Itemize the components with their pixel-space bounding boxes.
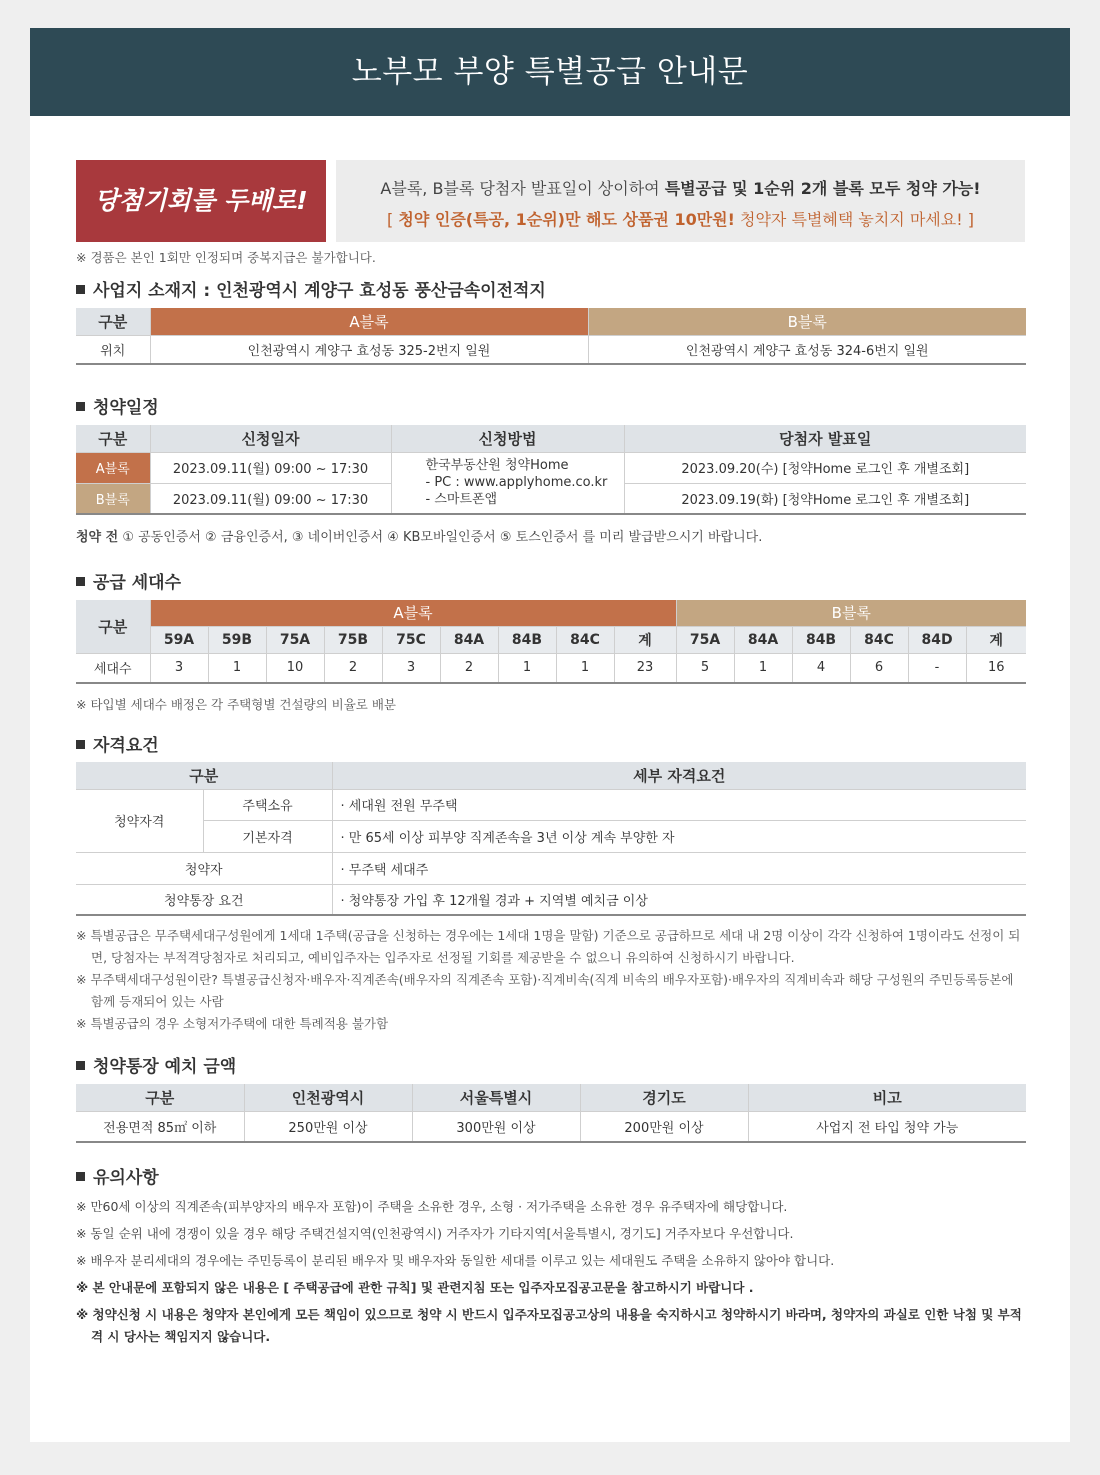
qualification-detail-basic: · 만 65세 이상 피부양 직계존속을 3년 이상 계속 부양한 자	[332, 820, 1026, 852]
supply-a-count: 1	[556, 653, 614, 683]
caution-item-1: ※ 만60세 이상의 직계존속(피부양자의 배우자 포함)이 주택을 소유한 경우, 소형 · 저가주택을 소유한 경우 유주택자에 해당합니다.	[76, 1199, 788, 1214]
qualification-label-housing: 주택소유	[203, 789, 332, 820]
supply-a-type: 84B	[498, 626, 556, 653]
supply-a-type: 59B	[208, 626, 266, 653]
deposit-seoul: 300만원 이상	[412, 1111, 580, 1142]
deposit-header-seoul: 서울특별시	[412, 1084, 580, 1111]
qualification-detail-applicant: · 무주택 세대주	[332, 852, 1026, 884]
qualification-header-detail: 세부 자격요건	[332, 762, 1026, 789]
qualification-table	[76, 762, 1026, 916]
deposit-remark: 사업지 전 타입 청약 가능	[748, 1111, 1026, 1142]
supply-a-count: 1	[498, 653, 556, 683]
schedule-note-bold: 청약 전	[76, 530, 119, 545]
supply-b-type: 84A	[734, 626, 792, 653]
supply-a-type: 75C	[382, 626, 440, 653]
caution-item-3: ※ 배우자 분리세대의 경우에는 주민등록이 분리된 배우자 및 배우자와 동일한 세대를 이루고 있는 세대원도 주택을 소유하지 않아야 합니다.	[76, 1253, 835, 1268]
supply-b-type: 84D	[908, 626, 966, 653]
schedule-method-line1: 한국부동산원 청약Home	[425, 458, 569, 474]
schedule-header-gubun: 구분	[76, 425, 150, 452]
promo-message	[336, 160, 1025, 242]
location-table	[76, 308, 1026, 365]
supply-a-count: 2	[440, 653, 498, 683]
section-title-supply-text: 공급 세대수	[93, 573, 182, 593]
location-b-address: 인천광역시 계양구 효성동 324-6번지 일원	[588, 335, 1026, 364]
schedule-note	[76, 526, 762, 545]
promo-line1-highlight: 특별공급 및 1순위 2개 블록 모두 청약 가능!	[664, 179, 981, 198]
supply-a-count: 3	[150, 653, 208, 683]
qualification-label-basic: 기본자격	[203, 820, 332, 852]
section-title-qualification-text: 자격요건	[93, 736, 159, 756]
supply-b-type: 75A	[676, 626, 734, 653]
promo-note: ※ 경품은 본인 1회만 인정되며 중복지급은 불가합니다.	[76, 250, 376, 265]
schedule-header-date: 신청일자	[150, 425, 391, 452]
supply-a-count: 23	[614, 653, 676, 683]
section-title-schedule	[76, 393, 159, 418]
supply-b-count: -	[908, 653, 966, 683]
supply-b-count: 16	[966, 653, 1026, 683]
qualification-notes	[76, 925, 1026, 1035]
supply-b-count: 4	[792, 653, 850, 683]
deposit-header-gubun: 구분	[76, 1084, 244, 1111]
notice-card	[30, 28, 1070, 1442]
supply-a-type: 84C	[556, 626, 614, 653]
section-title-location-text: 사업지 소재지 : 인천광역시 계양구 효성동 풍산금속이전적지	[93, 281, 546, 301]
section-title-cautions	[76, 1163, 159, 1188]
supply-a-type: 계	[614, 626, 676, 653]
schedule-date-a: 2023.09.11(월) 09:00 ~ 17:30	[150, 452, 391, 483]
supply-row-label: 세대수	[76, 653, 150, 683]
qualification-note-3: ※ 특별공급의 경우 소형저가주택에 대한 특례적용 불가함	[76, 1016, 389, 1031]
supply-a-type: 84A	[440, 626, 498, 653]
schedule-table	[76, 425, 1026, 515]
qualification-label-account: 청약통장 요건	[76, 884, 332, 915]
deposit-table	[76, 1084, 1026, 1143]
supply-a-count: 2	[324, 653, 382, 683]
caution-item-5: ※ 청약신청 시 내용은 청약자 본인에게 모든 책임이 있으므로 청약 시 반드시 입주자모집공고상의 내용을 숙지하시고 청약하시기 바라며, 청약자의 과실로 인한 낙첨 및 부적격 시 당사는 책임지지 않습니다.	[76, 1307, 1022, 1344]
schedule-header-announce: 당첨자 발표일	[624, 425, 1026, 452]
supply-note: ※ 타입별 세대수 배정은 각 주택형별 건설량의 비율로 배분	[76, 697, 396, 712]
supply-b-type: 계	[966, 626, 1026, 653]
location-header-gubun: 구분	[76, 308, 150, 335]
promo-line2-text: 청약자 특별혜택 놓치지 마세요! ]	[734, 210, 974, 229]
schedule-method	[391, 452, 624, 514]
promo-line2-open: [	[387, 210, 399, 229]
supply-b-type: 84C	[850, 626, 908, 653]
supply-b-count: 5	[676, 653, 734, 683]
qualification-detail-account: · 청약통장 가입 후 12개월 경과 + 지역별 예치금 이상	[332, 884, 1026, 915]
section-title-deposit	[76, 1052, 236, 1077]
section-title-deposit-text: 청약통장 예치 금액	[93, 1057, 237, 1077]
schedule-block-a: A블록	[76, 452, 150, 483]
qualification-note-1: ※ 특별공급은 무주택세대구성원에게 1세대 1주택(공급을 신청하는 경우에는 1세대 1명을 말함) 기준으로 공급하므로 세대 내 2명 이상이 각각 신청하여 1명이라도 선정이 되면, 당첨자는 부적격당첨자로 처리되고, 예비입주자는 입주자로 선정될 기회를 제공받을 수 없으니 유의하여 신청하시기 바랍니다.	[76, 928, 1021, 965]
caution-item-2: ※ 동일 순위 내에 경쟁이 있을 경우 해당 주택건설지역(인천광역시) 거주자가 기타지역[서울특별시, 경기도] 거주자보다 우선합니다.	[76, 1226, 794, 1241]
section-title-supply	[76, 568, 181, 593]
promo-badge: 당첨기회를 두배로!	[76, 160, 326, 242]
page-title: 노부모 부양 특별공급 안내문	[30, 28, 1070, 116]
schedule-note-text: ① 공동인증서 ② 금융인증서, ③ 네이버인증서 ④ KB모바일인증서 ⑤ 토스인증서 를 미리 발급받으시기 바랍니다.	[118, 530, 763, 545]
supply-b-count: 1	[734, 653, 792, 683]
section-title-schedule-text: 청약일정	[93, 398, 159, 418]
supply-a-type: 75B	[324, 626, 382, 653]
deposit-area: 전용면적 85㎡ 이하	[76, 1111, 244, 1142]
schedule-date-b: 2023.09.11(월) 09:00 ~ 17:30	[150, 483, 391, 514]
supply-b-type: 84B	[792, 626, 850, 653]
section-title-qualification	[76, 731, 159, 756]
location-a-address: 인천광역시 계양구 효성동 325-2번지 일원	[150, 335, 588, 364]
location-row-label: 위치	[76, 335, 150, 364]
supply-table	[76, 600, 1026, 684]
supply-a-count: 3	[382, 653, 440, 683]
schedule-method-line3: - 스마트폰앱	[425, 492, 498, 508]
supply-b-count: 6	[850, 653, 908, 683]
deposit-header-incheon: 인천광역시	[244, 1084, 412, 1111]
supply-a-count: 1	[208, 653, 266, 683]
supply-a-count: 10	[266, 653, 324, 683]
promo-line2-highlight: 청약 인증(특공, 1순위)만 해도 상품권 10만원!	[398, 210, 735, 229]
supply-a-type: 75A	[266, 626, 324, 653]
supply-a-type: 59A	[150, 626, 208, 653]
deposit-incheon: 250만원 이상	[244, 1111, 412, 1142]
section-title-location	[76, 276, 546, 301]
location-header-a: A블록	[150, 308, 588, 335]
promo-line1-text: A블록, B블록 당첨자 발표일이 상이하여	[380, 179, 665, 198]
cautions-list	[76, 1193, 1026, 1348]
location-header-b: B블록	[588, 308, 1026, 335]
caution-item-4: ※ 본 안내문에 포함되지 않은 내용은 [ 주택공급에 관한 규칙] 및 관련지침 또는 입주자모집공고문을 참고하시기 바랍니다 .	[76, 1280, 754, 1295]
supply-header-a: A블록	[150, 600, 676, 626]
qualification-group-label: 청약자격	[76, 789, 203, 852]
qualification-note-2: ※ 무주택세대구성원이란? 특별공급신청자·배우자·직계존속(배우자의 직계존속 포함)·직계비속(직계 비속의 배우자포함)·배우자의 직계비속과 해당 구성원의 주민등록등본에 함께 등재되어 있는 사람	[76, 972, 1014, 1009]
schedule-header-method: 신청방법	[391, 425, 624, 452]
section-title-cautions-text: 유의사항	[93, 1168, 159, 1188]
schedule-method-line2: - PC : www.applyhome.co.kr	[425, 475, 608, 491]
schedule-block-b: B블록	[76, 483, 150, 514]
schedule-announce-a: 2023.09.20(수) [청약Home 로그인 후 개별조회]	[624, 452, 1026, 483]
deposit-header-gyeonggi: 경기도	[580, 1084, 748, 1111]
deposit-gyeonggi: 200만원 이상	[580, 1111, 748, 1142]
deposit-header-remark: 비고	[748, 1084, 1026, 1111]
qualification-header-gubun: 구분	[76, 762, 332, 789]
supply-header-b: B블록	[676, 600, 1026, 626]
schedule-announce-b: 2023.09.19(화) [청약Home 로그인 후 개별조회]	[624, 483, 1026, 514]
supply-header-gubun: 구분	[76, 600, 150, 653]
qualification-label-applicant: 청약자	[76, 852, 332, 884]
qualification-detail-housing: · 세대원 전원 무주택	[332, 789, 1026, 820]
